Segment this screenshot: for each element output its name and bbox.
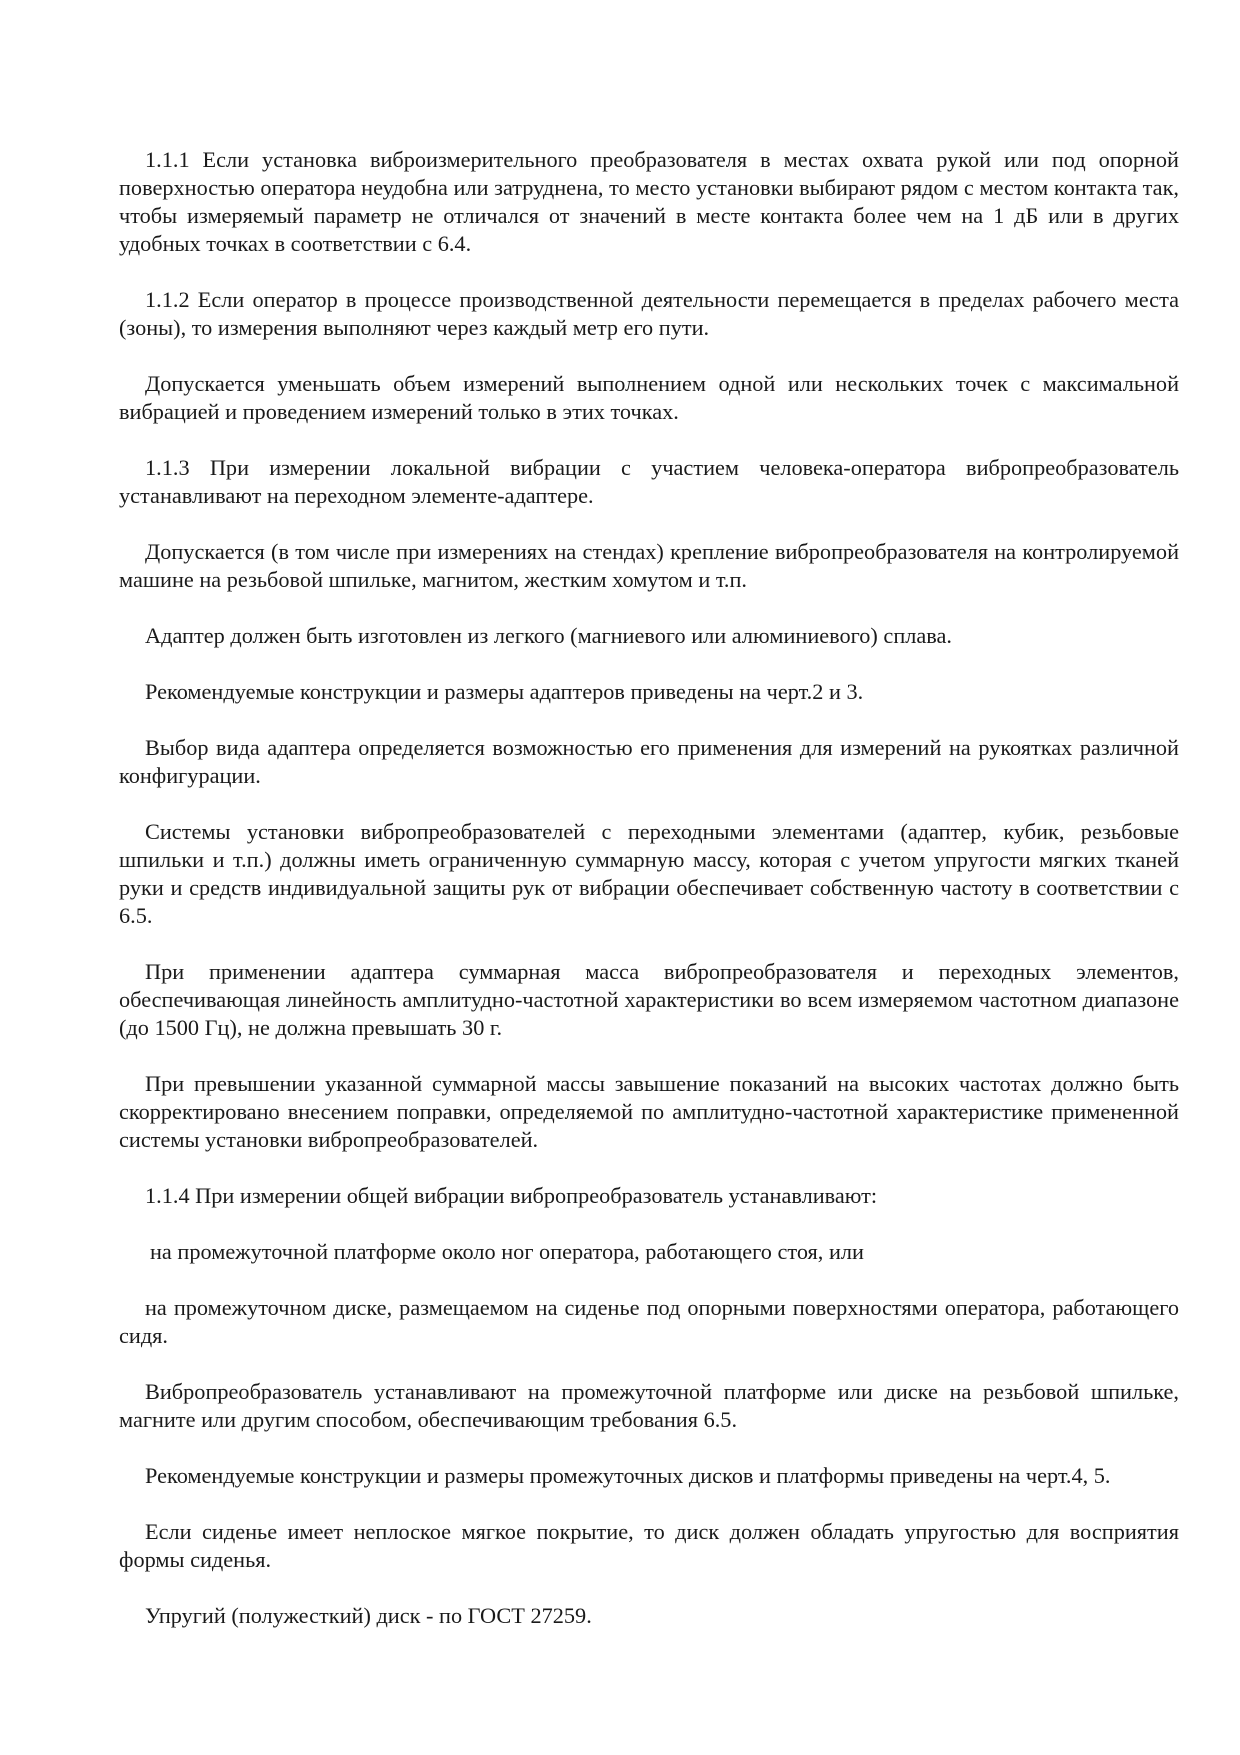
paragraph-adapter-choice: Выбор вида адаптера определяется возможностью его применения для измерений на рукоятках различной конфигурации. xyxy=(119,735,1179,788)
paragraph-platform: на промежуточной платформе около ног оператора, работающего стоя, или xyxy=(150,1239,864,1264)
paragraph-adapter-designs: Рекомендуемые конструкции и размеры адаптеров приведены на черт.2 и 3. xyxy=(145,679,864,704)
paragraph-1-1-1: 1.1.1 Если установка виброизмерительного преобразователя в местах охвата рукой или под опорной поверхностью оператора неудобна или затруднена, то место установки выбирают рядом с местом контакта так, чтобы измеряемый параметр не отличался от значений в месте контакта более чем на 1 дБ или в других удобных точках в соответствии с 6.4. xyxy=(119,147,1179,256)
paragraph-1-1-2: 1.1.2 Если оператор в процессе производственной деятельности перемещается в пределах рабочего места (зоны), то измерения выполняют через каждый метр его пути. xyxy=(119,287,1179,340)
paragraph-disk-designs: Рекомендуемые конструкции и размеры промежуточных дисков и платформы приведены на черт.4, 5. xyxy=(145,1463,1111,1488)
paragraph-reduce-measurements: Допускается уменьшать объем измерений выполнением одной или нескольких точек с максимальной вибрацией и проведением измерений только в этих точках. xyxy=(119,371,1179,424)
paragraph-elastic-disk: Упругий (полужесткий) диск - по ГОСТ 27259. xyxy=(145,1603,592,1628)
paragraph-transducer-mounting: Вибропреобразователь устанавливают на промежуточной платформе или диске на резьбовой шпильке, магните или другим способом, обеспечивающим требования 6.5. xyxy=(119,1379,1179,1432)
paragraph-1-1-3: 1.1.3 При измерении локальной вибрации с участием человека-оператора вибропреобразователь устанавливают на переходном элементе-адаптере. xyxy=(119,455,1179,508)
paragraph-1-1-4: 1.1.4 При измерении общей вибрации вибропреобразователь устанавливают: xyxy=(145,1183,878,1208)
paragraph-mounting-allowed: Допускается (в том числе при измерениях на стендах) крепление вибропреобразователя на контролируемой машине на резьбовой шпильке, магнитом, жестким хомутом и т.п. xyxy=(119,539,1179,592)
paragraph-soft-seat: Если сиденье имеет неплоское мягкое покрытие, то диск должен обладать упругостью для восприятия формы сиденья. xyxy=(119,1519,1179,1572)
paragraph-mass-exceeded: При превышении указанной суммарной массы завышение показаний на высоких частотах должно быть скорректировано внесением поправки, определяемой по амплитудно-частотной характеристике примененной системы установки вибропреобразователей. xyxy=(119,1071,1179,1152)
paragraph-disk: на промежуточном диске, размещаемом на сиденье под опорными поверхностями оператора, работающего сидя. xyxy=(119,1295,1179,1348)
paragraph-adapter-material: Адаптер должен быть изготовлен из легкого (магниевого или алюминиевого) сплава. xyxy=(145,623,952,648)
paragraph-mounting-systems: Системы установки вибропреобразователей с переходными элементами (адаптер, кубик, резьбовые шпильки и т.п.) должны иметь ограниченную суммарную массу, которая с учетом упругости мягких тканей руки и средств индивидуальной защиты рук от вибрации обеспечивает собственную частоту в соответствии с 6.5. xyxy=(119,819,1179,928)
paragraph-total-mass: При применении адаптера суммарная масса вибропреобразователя и переходных элементов, обеспечивающая линейность амплитудно-частотной характеристики во всем измеряемом частотном диапазоне (до 1500 Гц), не должна превышать 30 г. xyxy=(119,959,1179,1040)
document-page xyxy=(119,146,1179,1658)
